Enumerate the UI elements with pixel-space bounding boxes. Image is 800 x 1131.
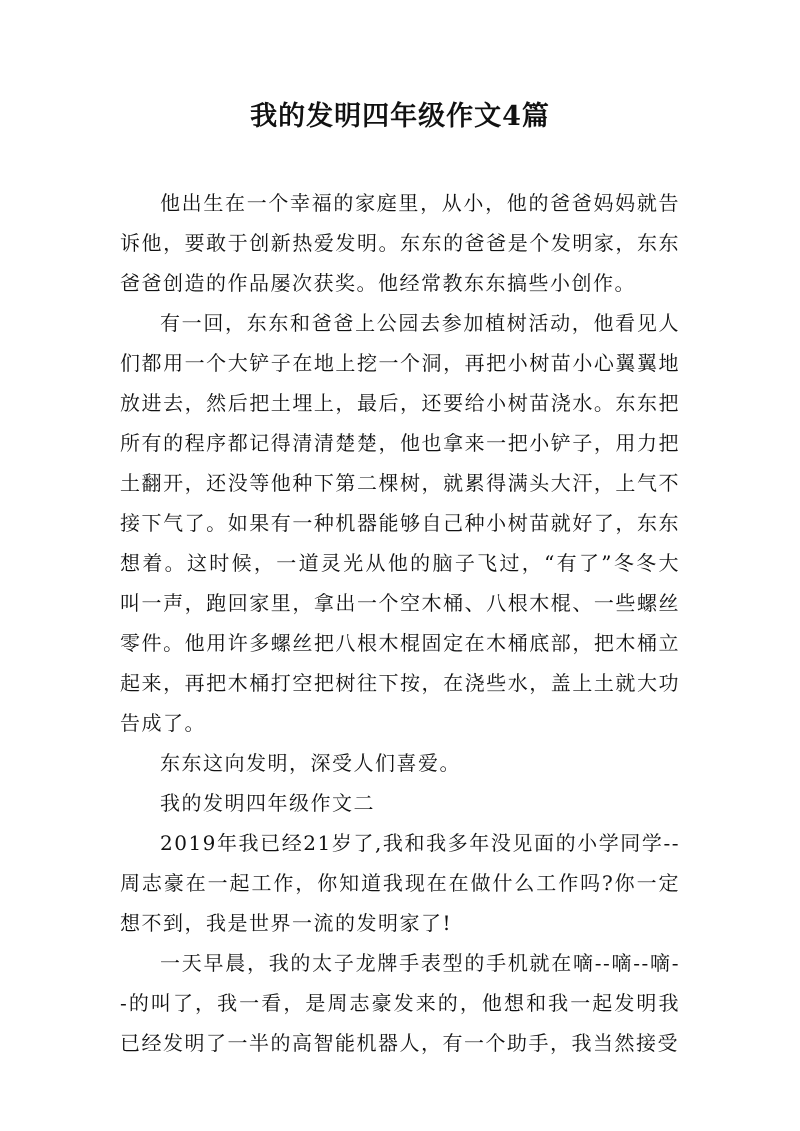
paragraph-1: 他出生在一个幸福的家庭里，从小，他的爸爸妈妈就告诉他，要敢于创新热爱发明。东东的爸爸是个发明家，东东爸爸创造的作品屡次获奖。他经常教东东搞些小创作。: [120, 191, 680, 295]
section-heading-2: 我的发明四年级作文二: [160, 791, 375, 815]
paragraph-4: 2019年我已经21岁了,我和我多年没见面的小学同学--周志豪在一起工作，你知道我现在在做什么工作吗?你一定想不到，我是世界一流的发明家了!: [120, 831, 680, 935]
paragraph-2: 有一回，东东和爸爸上公园去参加植树活动，他看见人们都用一个大铲子在地上挖一个洞，再把小树苗小心翼翼地放进去，然后把土埋上，最后，还要给小树苗浇水。东东把所有的程序都记得清清楚楚，他也拿来一把小铲子，用力把土翻开，还没等他种下第二棵树，就累得满头大汗，上气不接下气了。如果有一种机器能够自己种小树苗就好了，东东想着。这时候，一道灵光从他的脑子飞过，“有了”冬冬大叫一声，跑回家里，拿出一个空木桶、八根木棍、一些螺丝零件。他用许多螺丝把八根木棍固定在木桶底部，把木桶立起来，再把木桶打空把树往下按，在浇些水，盖上土就大功告成了。: [120, 311, 680, 735]
paragraph-5: 一天早晨，我的太子龙牌手表型的手机就在嘀--嘀--嘀--的叫了，我一看，是周志豪发来的，他想和我一起发明我已经发明了一半的高智能机器人，有一个助手，我当然接受: [120, 951, 680, 1055]
document-title: 我的发明四年级作文4篇: [250, 101, 550, 132]
paragraph-3: 东东这向发明，深受人们喜爱。: [160, 751, 461, 775]
document-body: [120, 183, 680, 1063]
